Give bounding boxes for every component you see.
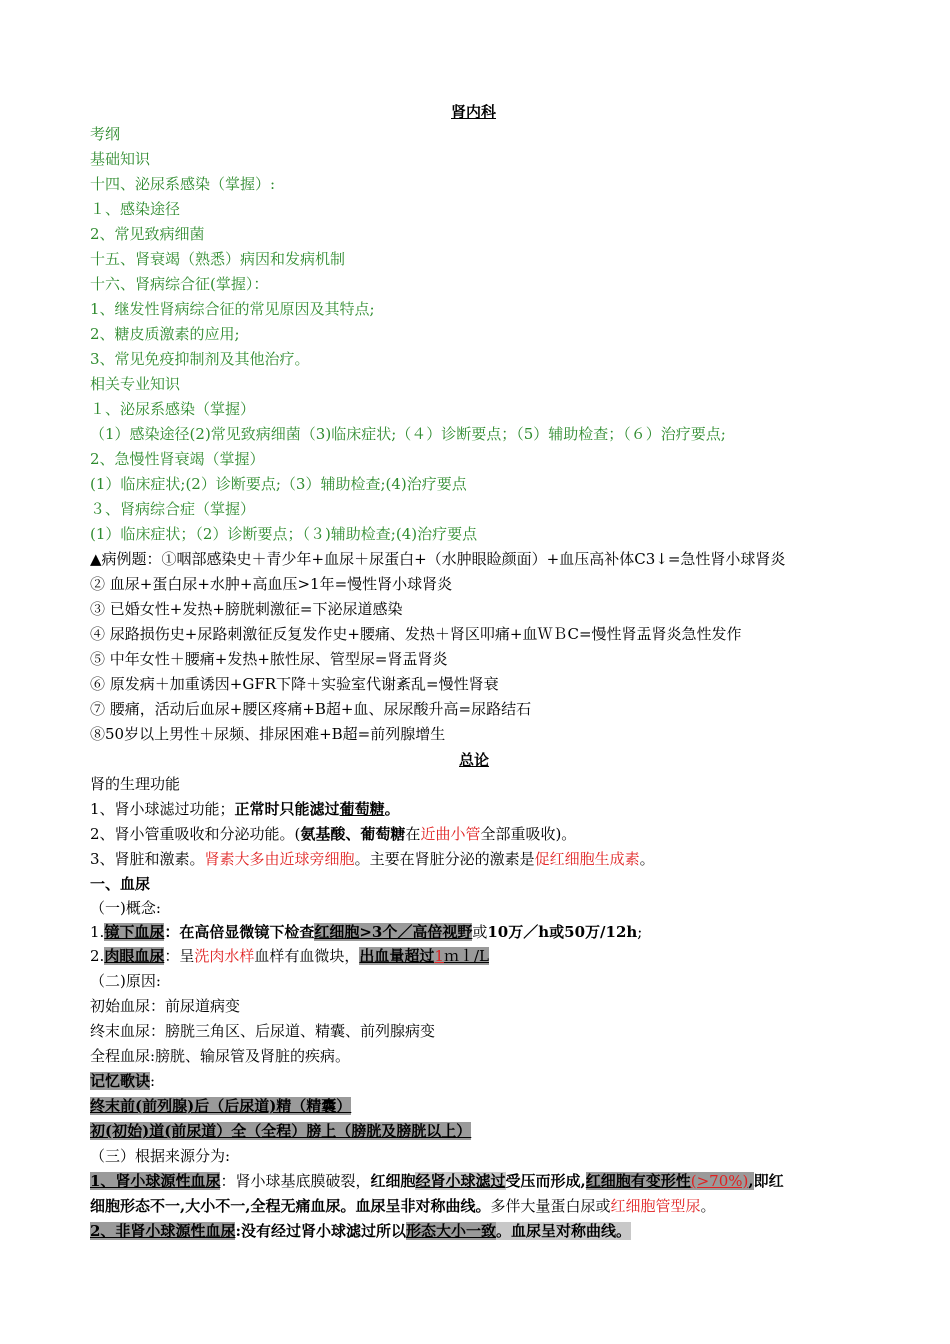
physio-line-3	[90, 849, 655, 869]
text: 。	[384, 800, 400, 818]
source-line-1	[90, 1171, 784, 1191]
text: 出血量超过	[359, 947, 435, 965]
source-line-2	[90, 1221, 631, 1241]
outline-line: 2、急慢性肾衰竭（掌握）	[90, 450, 265, 468]
outline-line: 十六、肾病综合征(掌握）：	[90, 275, 269, 293]
outline-line: (1）临床症状;(2）诊断要点;（3）辅助检查;(4)治疗要点	[90, 475, 467, 493]
mnemonic-line	[90, 1096, 351, 1116]
text: 。	[639, 850, 655, 868]
text: 或	[472, 923, 488, 941]
text: ：呈	[164, 947, 195, 965]
case-line: ⑦ 腰痛，活动后血尿+腰区疼痛+B超+血、尿尿酸升高=尿路结石	[90, 700, 532, 718]
source-heading: （三）根据来源分为:	[90, 1147, 231, 1165]
physio-line-1	[90, 799, 400, 819]
text: 全部重吸收)。	[480, 825, 577, 843]
text: 受压而形成,	[505, 1172, 586, 1190]
text: 红细胞>3个／高倍视野	[314, 923, 473, 941]
text: 形态大小一致	[406, 1222, 497, 1240]
text: ,	[748, 1172, 754, 1190]
text: 细胞形态不一,大小不一,全程无痛血尿。血尿呈非对称曲线。	[90, 1197, 491, 1215]
text: ｍｌ/L	[443, 947, 489, 965]
text: 。	[700, 1197, 716, 1215]
outline-line: 1、继发性肾病综合征的常见原因及其特点;	[90, 300, 375, 318]
outline-line: 十四、泌尿系感染（掌握）:	[90, 175, 276, 193]
text: 1、肾小球滤过功能；	[90, 800, 235, 818]
text: 10万／h或50万/12h	[487, 923, 638, 941]
text: 葡萄糖	[339, 800, 385, 818]
text: 2.	[90, 947, 105, 965]
outline-line: 相关专业知识	[90, 375, 181, 393]
outline-line: 基础知识	[90, 150, 151, 168]
text: ：在高倍显微镜下检查	[164, 923, 315, 941]
concept-heading: （一)概念:	[90, 899, 161, 917]
outline-line: 十五、肾衰竭（熟悉）病因和发病机制	[90, 250, 346, 268]
outline-line: １、感染途径	[90, 200, 181, 218]
text: 红细胞管型尿	[610, 1197, 701, 1215]
outline-line: 2、糖皮质激素的应用;	[90, 325, 240, 343]
text: (>70%)	[690, 1172, 749, 1190]
outline-line: （1）感染途径(2)常见致病细菌（3)临床症状;（４）诊断要点；（5）辅助检查；（６）治疗要点;	[90, 425, 726, 443]
cause-line: 全程血尿:膀胱、输尿管及肾脏的疾病。	[90, 1047, 351, 1065]
text: 近曲小管	[420, 825, 481, 843]
text: 初(初始)道(前尿道）全（全程）膀上（膀胱及膀胱以上）	[90, 1122, 472, 1140]
text: 多伴大量蛋白尿或	[490, 1197, 611, 1215]
outline-line: １、泌尿系感染（掌握）	[90, 400, 256, 418]
term: 2、非肾小球源性血尿	[90, 1222, 236, 1240]
case-line: ⑤ 中年女性＋腰痛+发热+脓性尿、管型尿=肾盂肾炎	[90, 650, 448, 668]
text: 终末前(前列腺)后（后尿道)精（精囊）	[90, 1097, 352, 1115]
cause-line: 初始血尿：前尿道病变	[90, 997, 241, 1015]
text: 血样有血微块，	[254, 947, 360, 965]
term: 1、肾小球源性血尿	[90, 1172, 221, 1190]
mnemonic-line	[90, 1121, 471, 1141]
cause-heading: （二)原因:	[90, 972, 161, 990]
cause-line: 终末血尿：膀胱三角区、后尿道、精囊、前列腺病变	[90, 1022, 436, 1040]
text: 。血尿呈对称曲线。	[496, 1222, 632, 1240]
case-line: ② 血尿+蛋白尿+水肿+高血压>1年=慢性肾小球肾炎	[90, 575, 453, 593]
page-title: 肾内科	[451, 103, 497, 121]
outline-line: 3、常见免疫抑制剂及其他治疗。	[90, 350, 310, 368]
physio-heading: 肾的生理功能	[90, 775, 181, 793]
outline-line: 考纲	[90, 125, 121, 143]
text: 1	[434, 947, 444, 965]
term: 肉眼血尿	[104, 947, 165, 965]
text: 2、肾小管重吸收和分泌功能。(	[90, 825, 301, 843]
text: 。主要在肾脏分泌的激素是	[354, 850, 535, 868]
text: 记忆歌诀	[90, 1072, 151, 1090]
case-line: ▲病例题：①咽部感染史＋青少年+血尿＋尿蛋白+（水肿眼睑颜面）+血压高补体C3↓=急性肾小球肾炎	[90, 550, 786, 568]
section-title: 总论	[459, 751, 490, 769]
text: 经肾小球滤过	[415, 1172, 506, 1190]
concept-line-2	[90, 946, 489, 966]
outline-line: (1）临床症状；（2）诊断要点；（３)辅助检查;(4)治疗要点	[90, 525, 478, 543]
case-line: ⑥ 原发病＋加重诱因+GFR下降＋实验室代谢紊乱=慢性肾衰	[90, 675, 499, 693]
case-line: ④ 尿路损伤史+尿路刺激征反复发作史+腰痛、发热＋肾区叩痛+血ＷＢC=慢性肾盂肾炎急性发作	[90, 625, 742, 643]
case-line: ⑧50岁以上男性＋尿频、排尿困难+B超=前列腺增生	[90, 725, 446, 743]
text: ：肾小球基底膜破裂，	[220, 1172, 371, 1190]
mnemonic-heading	[90, 1071, 155, 1091]
physio-line-2	[90, 824, 576, 844]
text: 1.	[90, 923, 105, 941]
text: 3、肾脏和激素。	[90, 850, 205, 868]
text: 洗肉水样	[194, 947, 255, 965]
text: :	[150, 1072, 156, 1090]
hematuria-heading: 一、血尿	[90, 875, 151, 893]
text: :没有经过肾小球滤过所以	[235, 1222, 406, 1240]
text: 红细胞	[370, 1172, 416, 1190]
text: 即红	[753, 1172, 784, 1190]
text: 氨基酸、葡萄糖	[300, 825, 406, 843]
text: 在	[405, 825, 421, 843]
text: 正常时只能滤过	[234, 800, 340, 818]
case-line: ③ 已婚女性+发热+膀胱刺激征=下泌尿道感染	[90, 600, 403, 618]
text: 促红细胞生成素	[534, 850, 640, 868]
outline-line: 2、常见致病细菌	[90, 225, 205, 243]
term: 镜下血尿	[104, 923, 165, 941]
outline-line: ３、肾病综合症（掌握）	[90, 500, 256, 518]
text: ;	[637, 923, 643, 941]
concept-line-1	[90, 922, 642, 942]
source-line-1b	[90, 1196, 716, 1216]
text: 肾素大多由近球旁细胞	[204, 850, 355, 868]
text: 红细胞有变形性	[585, 1172, 691, 1190]
